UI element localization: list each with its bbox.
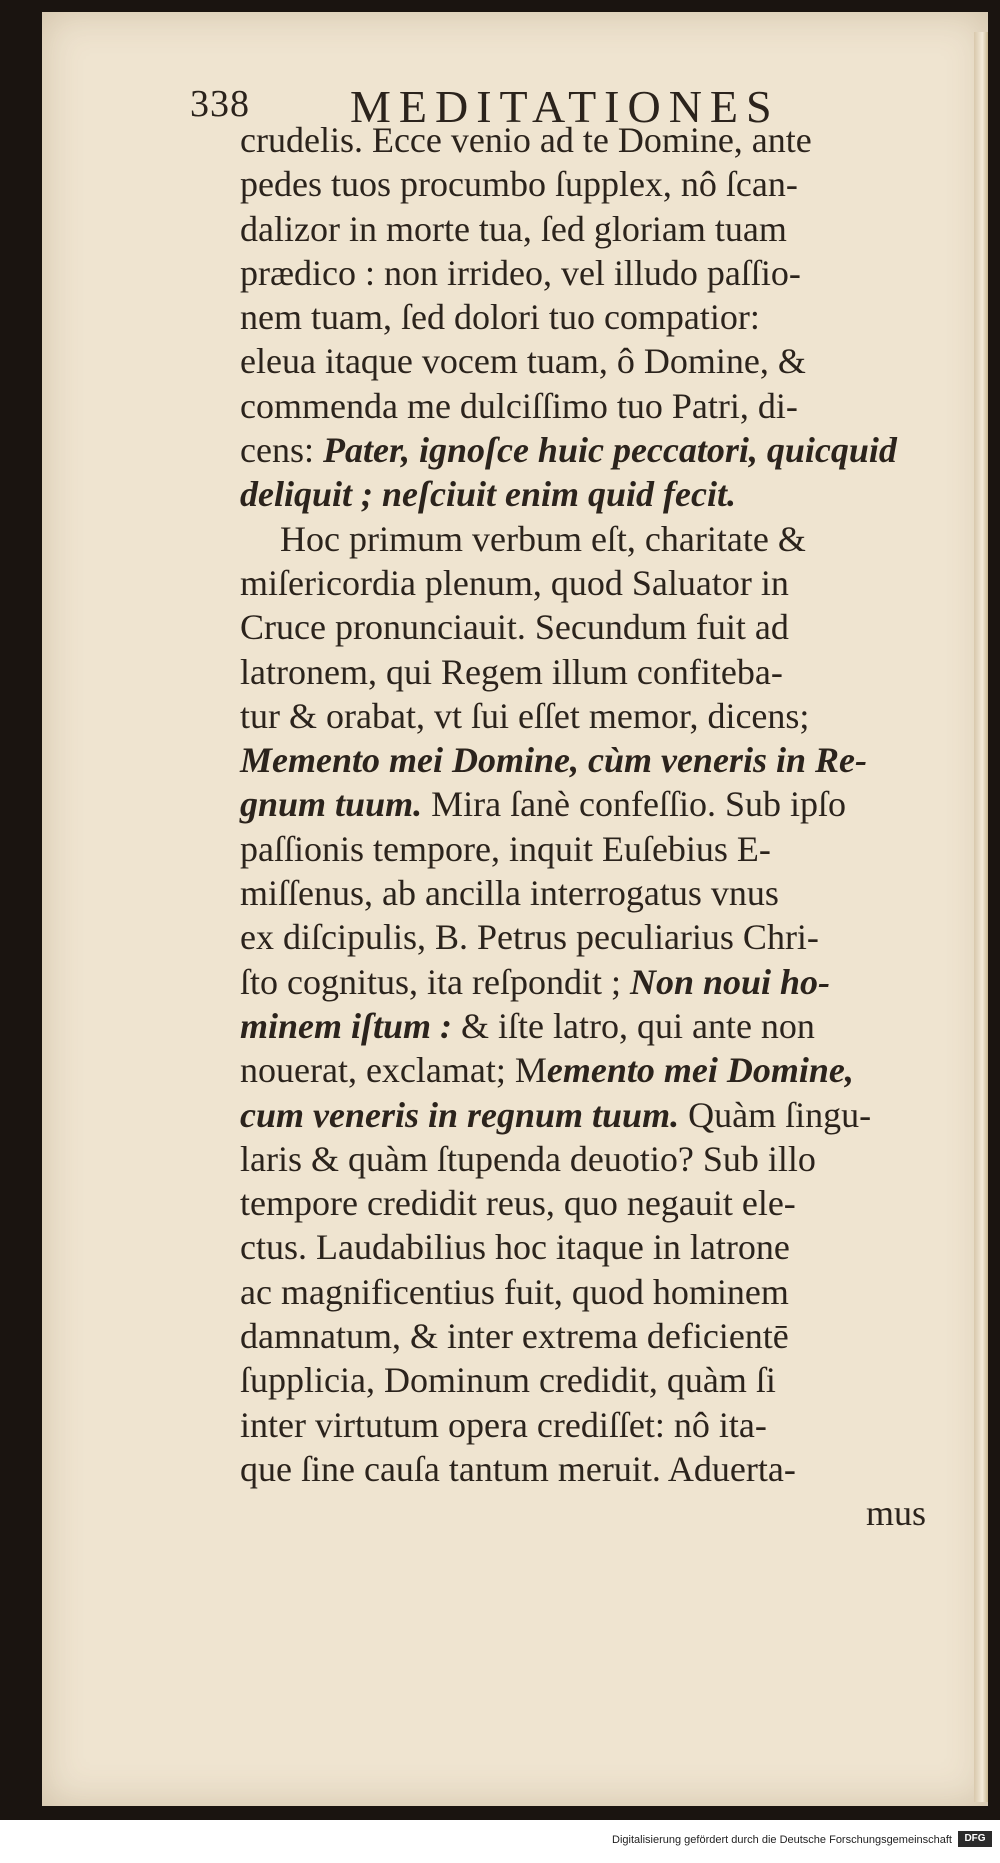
line-text: tur & orabat, vt ſui eſſet memor, dicens;	[240, 695, 810, 736]
body-text	[240, 118, 980, 1536]
italic-quote: Pater, ignoſce huic peccatori, quicquid	[322, 430, 897, 471]
text-line	[240, 1491, 980, 1535]
text-line	[240, 960, 980, 1004]
italic-quote: gnum tuum.	[240, 784, 423, 825]
italic-quote: minem iſtum :	[240, 1005, 453, 1046]
text-line	[240, 118, 980, 162]
text-line	[240, 1314, 980, 1358]
line-text: nem tuam, ſed dolori tuo compatior:	[240, 297, 760, 338]
italic-quote: emento mei Domine,	[546, 1050, 854, 1091]
line-text: que ſine cauſa tantum meruit. Aduerta-	[240, 1448, 796, 1489]
italic-quote: Non noui ho-	[620, 961, 831, 1002]
text-line	[240, 1048, 980, 1092]
italic-quote: deliquit ; neſciuit enim quid fecit.	[240, 474, 736, 515]
text-line	[240, 251, 980, 295]
line-text: miſſenus, ab ancilla interrogatus vnus	[240, 873, 779, 914]
line-text: laris & quàm ſtupenda deuotio? Sub illo	[240, 1138, 816, 1179]
page-number: 338	[190, 83, 250, 125]
text-line	[240, 339, 980, 383]
line-text: miſericordia plenum, quod Saluator in	[240, 562, 789, 603]
text-line	[240, 782, 980, 826]
line-text: crudelis. Ecce venio ad te Domine, ante	[240, 120, 812, 160]
text-line	[240, 1181, 980, 1225]
text-line	[240, 694, 980, 738]
text-line	[240, 1093, 980, 1137]
line-text: commenda me dulciſſimo tuo Patri, di-	[240, 385, 798, 426]
line-text: ex diſcipulis, B. Petrus peculiarius Chri-	[240, 917, 819, 958]
italic-quote: cum veneris in regnum tuum.	[240, 1094, 680, 1135]
line-text: Cruce pronunciauit. Secundum fuit ad	[240, 607, 789, 648]
italic-quote: Memento mei Domine, cùm veneris in Re-	[240, 740, 867, 781]
line-text: nouerat, exclamat; M	[240, 1050, 547, 1091]
running-title: MEDITATIONES	[350, 81, 780, 132]
line-text: inter virtutum opera crediſſet: nô ita-	[240, 1404, 767, 1445]
line-text: Mira ſanè confeſſio. Sub ipſo	[422, 784, 847, 825]
line-text: Quàm ſingu-	[679, 1094, 872, 1135]
line-text: paſſionis tempore, inquit Euſebius E-	[240, 828, 771, 869]
line-text: latronem, qui Regem illum confiteba-	[240, 651, 783, 692]
line-text: tempore credidit reus, quo negauit ele-	[240, 1183, 796, 1224]
text-line	[240, 1270, 980, 1314]
line-text: mus	[865, 1493, 926, 1534]
line-text: ſto cognitus, ita reſpondit ;	[240, 961, 621, 1002]
funding-note: Digitalisierung gefördert durch die Deutsche Forschungsgemeinschaft	[612, 1834, 952, 1846]
line-text: pedes tuos procumbo ſupplex, nô ſcan-	[240, 164, 798, 205]
text-line	[240, 1358, 980, 1402]
line-text: & iſte latro, qui ante non	[452, 1005, 815, 1046]
text-line	[240, 207, 980, 251]
text-line	[240, 871, 980, 915]
footer	[0, 1820, 1000, 1863]
line-text: damnatum, & inter extrema deficientē	[240, 1316, 789, 1357]
line-text: cens:	[240, 430, 323, 471]
text-line	[240, 738, 980, 782]
text-line	[240, 827, 980, 871]
text-line	[240, 472, 980, 516]
text-line	[240, 605, 980, 649]
text-line	[240, 915, 980, 959]
line-text: ſupplicia, Dominum credidit, quàm ſi	[240, 1360, 776, 1401]
text-line	[240, 561, 980, 605]
text-line	[240, 384, 980, 428]
text-line	[240, 1137, 980, 1181]
line-text: prædico : non irrideo, vel illudo paſſio-	[240, 252, 801, 293]
text-line	[240, 1004, 980, 1048]
text-line	[240, 1225, 980, 1269]
line-text: ac magnificentius fuit, quod hominem	[240, 1271, 789, 1312]
text-line	[240, 517, 980, 561]
text-line	[240, 428, 980, 472]
text-line	[240, 1447, 980, 1491]
text-line	[240, 1403, 980, 1447]
dfg-logo: DFG	[958, 1831, 992, 1847]
line-text: Hoc primum verbum eſt, charitate &	[280, 518, 806, 559]
text-line	[240, 295, 980, 339]
text-line	[240, 650, 980, 694]
line-text: eleua itaque vocem tuam, ô Domine, &	[240, 341, 806, 382]
line-text: dalizor in morte tua, ſed gloriam tuam	[240, 208, 787, 249]
text-line	[240, 162, 980, 206]
line-text: ctus. Laudabilius hoc itaque in latrone	[240, 1227, 790, 1268]
